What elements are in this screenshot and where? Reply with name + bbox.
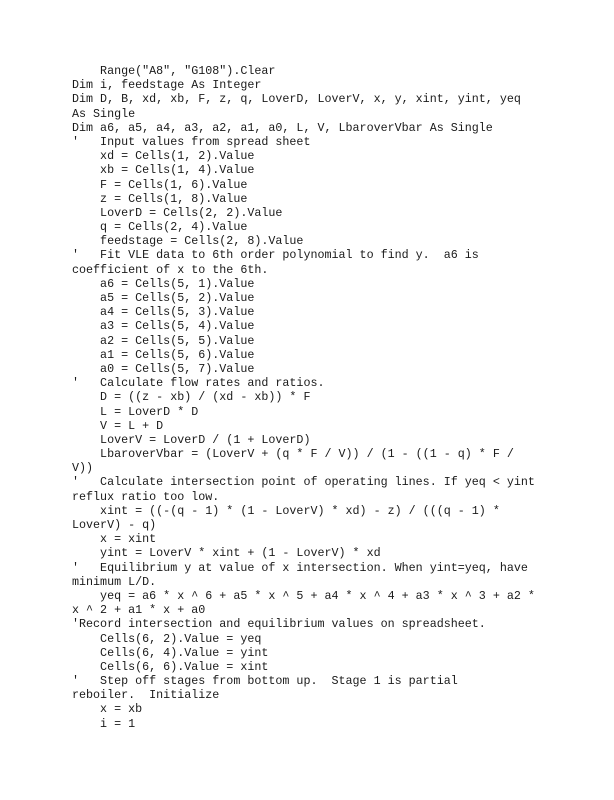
code-line: Cells(6, 4).Value = yint	[72, 645, 269, 660]
code-line: xd = Cells(1, 2).Value	[72, 149, 255, 164]
code-line: z = Cells(1, 8).Value	[72, 191, 248, 206]
code-line: LbaroverVbar = (LoverV + (q * F / V)) / (1 - ((1 - q) * F /	[72, 447, 514, 462]
code-line: i = 1	[72, 716, 136, 731]
code-line: a0 = Cells(5, 7).Value	[72, 361, 255, 376]
code-line: ' Fit VLE data to 6th order polynomial to find y. a6 is	[72, 248, 479, 263]
code-line: Dim i, feedstage As Integer	[72, 78, 262, 93]
code-line: LoverV) - q)	[72, 518, 157, 532]
code-line: yeq = a6 * x ^ 6 + a5 * x ^ 5 + a4 * x ^ 4 + a3 * x ^ 3 + a2 *	[72, 588, 535, 603]
code-line: ' Calculate flow rates and ratios.	[72, 376, 325, 391]
code-line: a2 = Cells(5, 5).Value	[72, 333, 255, 348]
code-line: x ^ 2 + a1 * x + a0	[72, 603, 206, 618]
code-listing	[72, 64, 542, 731]
code-line: Cells(6, 6).Value = xint	[72, 659, 269, 674]
code-line: x = xb	[72, 702, 143, 717]
code-line: xb = Cells(1, 4).Value	[72, 163, 255, 178]
code-line: LoverV = LoverD / (1 + LoverD)	[72, 432, 311, 447]
code-line: reboiler. Initialize	[72, 688, 220, 703]
code-line: coefficient of x to the 6th.	[72, 262, 269, 277]
code-line: reflux ratio too low.	[72, 489, 220, 504]
code-line: ' Step off stages from bottom up. Stage 1 is partial	[72, 674, 458, 689]
code-line: a4 = Cells(5, 3).Value	[72, 305, 255, 320]
code-line: a1 = Cells(5, 6).Value	[72, 347, 255, 362]
code-line: Range("A8", "G108").Clear	[72, 64, 276, 78]
code-line: a6 = Cells(5, 1).Value	[72, 276, 255, 291]
code-line: V))	[72, 461, 94, 476]
code-line: feedstage = Cells(2, 8).Value	[72, 234, 304, 249]
code-line: a5 = Cells(5, 2).Value	[72, 291, 255, 305]
code-line: q = Cells(2, 4).Value	[72, 220, 248, 235]
code-line: Dim D, B, xd, xb, F, z, q, LoverD, LoverV, x, y, xint, yint, yeq	[72, 92, 521, 107]
code-line: Dim a6, a5, a4, a3, a2, a1, a0, L, V, LbaroverVbar As Single	[72, 120, 493, 135]
code-line: yint = LoverV * xint + (1 - LoverV) * xd	[72, 546, 381, 561]
code-line: xint = ((-(q - 1) * (1 - LoverV) * xd) - z) / (((q - 1) *	[72, 503, 500, 518]
code-line: ' Input values from spread sheet	[72, 134, 311, 149]
code-line: a3 = Cells(5, 4).Value	[72, 319, 255, 334]
code-line: x = xint	[72, 532, 157, 547]
code-line: ' Calculate intersection point of operating lines. If yeq < yint	[72, 475, 535, 490]
code-line: minimum L/D.	[72, 574, 157, 589]
code-line: L = LoverD * D	[72, 404, 199, 419]
code-line: D = ((z - xb) / (xd - xb)) * F	[72, 390, 311, 405]
code-line: As Single	[72, 106, 136, 121]
code-line: ' Equilibrium y at value of x intersection. When yint=yeq, have	[72, 560, 528, 575]
code-line: 'Record intersection and equilibrium values on spreadsheet.	[72, 617, 486, 632]
code-line: Cells(6, 2).Value = yeq	[72, 631, 262, 646]
code-line: LoverD = Cells(2, 2).Value	[72, 205, 283, 220]
code-line: F = Cells(1, 6).Value	[72, 177, 248, 192]
code-line: V = L + D	[72, 418, 164, 433]
